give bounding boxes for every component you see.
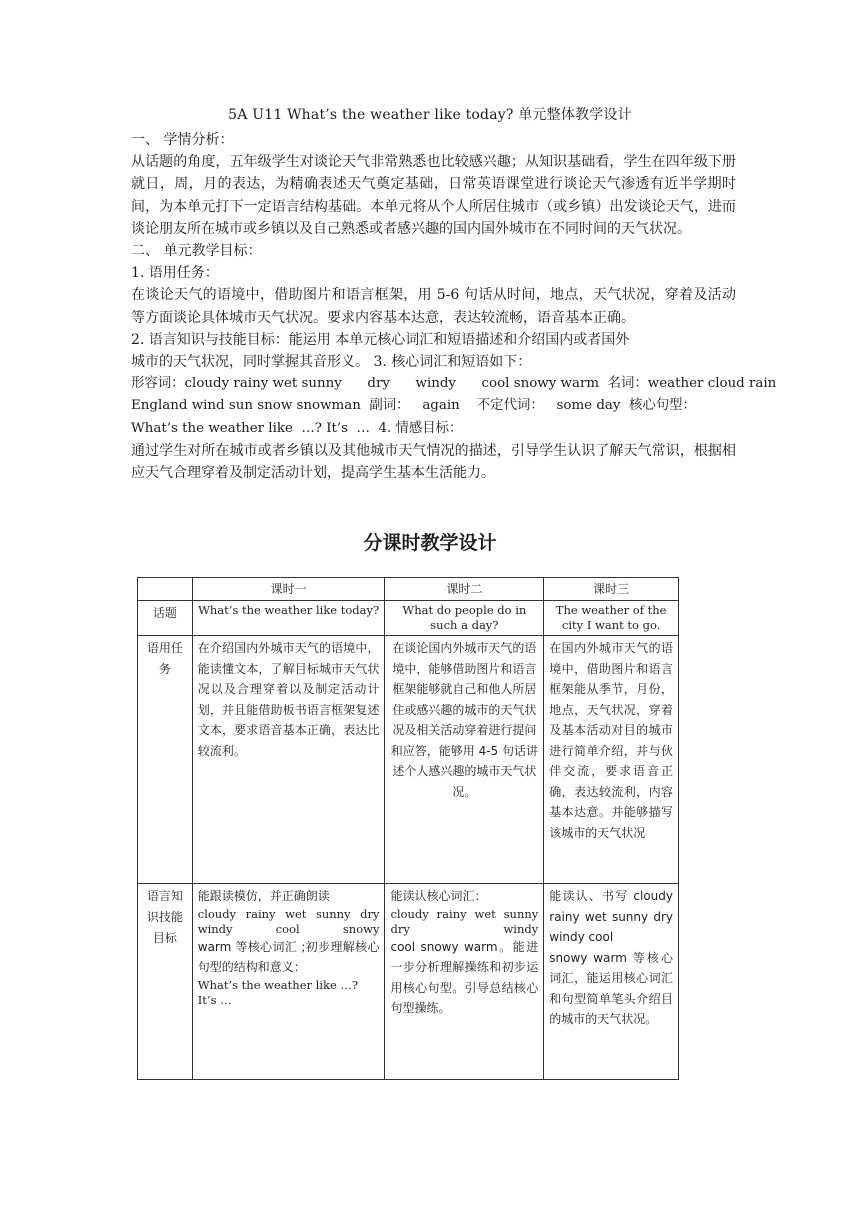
section-learner-analysis xyxy=(131,129,777,484)
table-cell: 在谈论国内外城市天气的语境中，能够借助图片和语言框架能够就自己和他人所居住或感兴趣的城市的天气状况及相关活动穿着进行提问和应答，能够用 4-5 句话讲述个人感兴趣的城市天气状况。 xyxy=(385,636,544,884)
cell-text: 能跟读模仿，并正确朗读 xyxy=(197,889,330,903)
table-cell: The weather of the city I want to go. xyxy=(544,601,679,636)
table-cell xyxy=(544,884,679,1080)
lesson-plan-table xyxy=(137,577,679,1080)
item2-line1: 2. 语言知识与技能目标：能运用 本单元核心词汇和短语描述和介绍国内或者国外 xyxy=(131,331,630,348)
table-cell: 在国内外城市天气的语境中，借助图片和语言框架能从季节，月份，地点，天气状况，穿着及基本活动对目的城市进行简单介绍，并与伙伴交流，要求语音正确，表达较流利，内容基本达意。并能够描写该城市的天气状况 xyxy=(544,636,679,884)
cell-text: What’s the weather like …? xyxy=(197,977,359,992)
document-title: 5A U11 What’s the weather like today? 单元整体教学设计 xyxy=(228,107,632,123)
table-cell xyxy=(192,884,385,1080)
cell-text: snowy warm 等核心词汇，能运用核心词汇和句型简单笔头介绍目的城市的天气状况。 xyxy=(549,950,673,1026)
table-header-cell: 课时一 xyxy=(192,578,385,601)
cell-text: 能读认、书写 cloudy rainy wet sunny dry windy cool xyxy=(549,889,673,944)
item1-body: 在谈论天气的语境中，借助图片和语言框架，用 5-6 句话从时间，地点，天气状况，穿着及活动等方面谈论具体城市天气状况。要求内容基本达意，表达较流畅，语音基本正确。 xyxy=(131,287,736,326)
row-label-skill: 语言知识技能目标 xyxy=(138,884,193,1080)
vocab-line2: England wind sun snow snowman 副词： again 不定代词： some day 核心句型： xyxy=(131,398,696,414)
cell-text: cool snowy warm。能进一步分析理解操练和初步运用核心句型。引导总结核心句型操练。 xyxy=(390,939,539,1015)
vocab-line1: 形容词：cloudy rainy wet sunny dry windy cool snowy warm 名词：weather cloud rain xyxy=(131,376,777,392)
table-row-task xyxy=(138,636,679,884)
item2-line2: 城市的天气状况，同时掌握其音形义。 3. 核心词汇和短语如下： xyxy=(131,354,532,371)
lesson-design-heading: 分课时教学设计 xyxy=(363,532,497,554)
cell-text: 能读认核心词汇： xyxy=(390,889,487,903)
table-cell: What do people do in such a day? xyxy=(385,601,544,636)
table-header-row xyxy=(138,578,679,601)
table-cell: What’s the weather like today? xyxy=(192,601,385,636)
item4-body: 通过学生对所在城市或者乡镇以及其他城市天气情况的描述，引导学生认识了解天气常识，根据相应天气合理穿着及制定活动计划，提高学生基本生活能力。 xyxy=(131,442,736,482)
section2-heading: 二、 单元教学目标： xyxy=(131,243,262,260)
table-header-cell xyxy=(138,578,193,601)
vocab-line3: What’s the weather like …? It’s … 4. 情感目标： xyxy=(131,420,463,436)
item1-heading: 1. 语用任务： xyxy=(131,265,219,282)
cell-text: It’s … xyxy=(197,992,232,1007)
table-row-topic xyxy=(138,601,679,636)
section1-body: 从话题的角度，五年级学生对谈论天气非常熟悉也比较感兴趣；从知识基础看，学生在四年级下册就日，周，月的表达，为精确表述天气奠定基础，日常英语课堂进行谈论天气渗透有近半学期时间，为本单元打下一定语言结构基础。本单元将从个人所居住城市（或乡镇）出发谈论天气，进而谈论朋友所在城市或乡镇以及自己熟悉或者感兴趣的国内国外城市在不同时间的天气状况。 xyxy=(131,154,736,237)
row-label-topic: 话题 xyxy=(138,601,193,636)
table-header-cell: 课时二 xyxy=(385,578,544,601)
cell-text: cloudy rainy wet sunny dry windy xyxy=(390,906,539,936)
table-cell: 在介绍国内外城市天气的语境中，能读懂文本，了解目标城市天气状况以及合理穿着以及制定活动计划，并且能借助板书语言框架复述文本，要求语音基本正确，表达比较流利。 xyxy=(192,636,385,884)
cell-text: cloudy rainy wet sunny dry windy cool snowy xyxy=(197,906,380,936)
row-label-task: 语用任务 xyxy=(138,636,193,884)
table-cell xyxy=(385,884,544,1080)
table-row-skill xyxy=(138,884,679,1080)
cell-text: warm 等核心词汇 ;初步理解核心句型的结构和意义： xyxy=(197,939,380,974)
section1-heading: 一、 学情分析： xyxy=(131,132,234,148)
table-header-cell: 课时三 xyxy=(544,578,679,601)
